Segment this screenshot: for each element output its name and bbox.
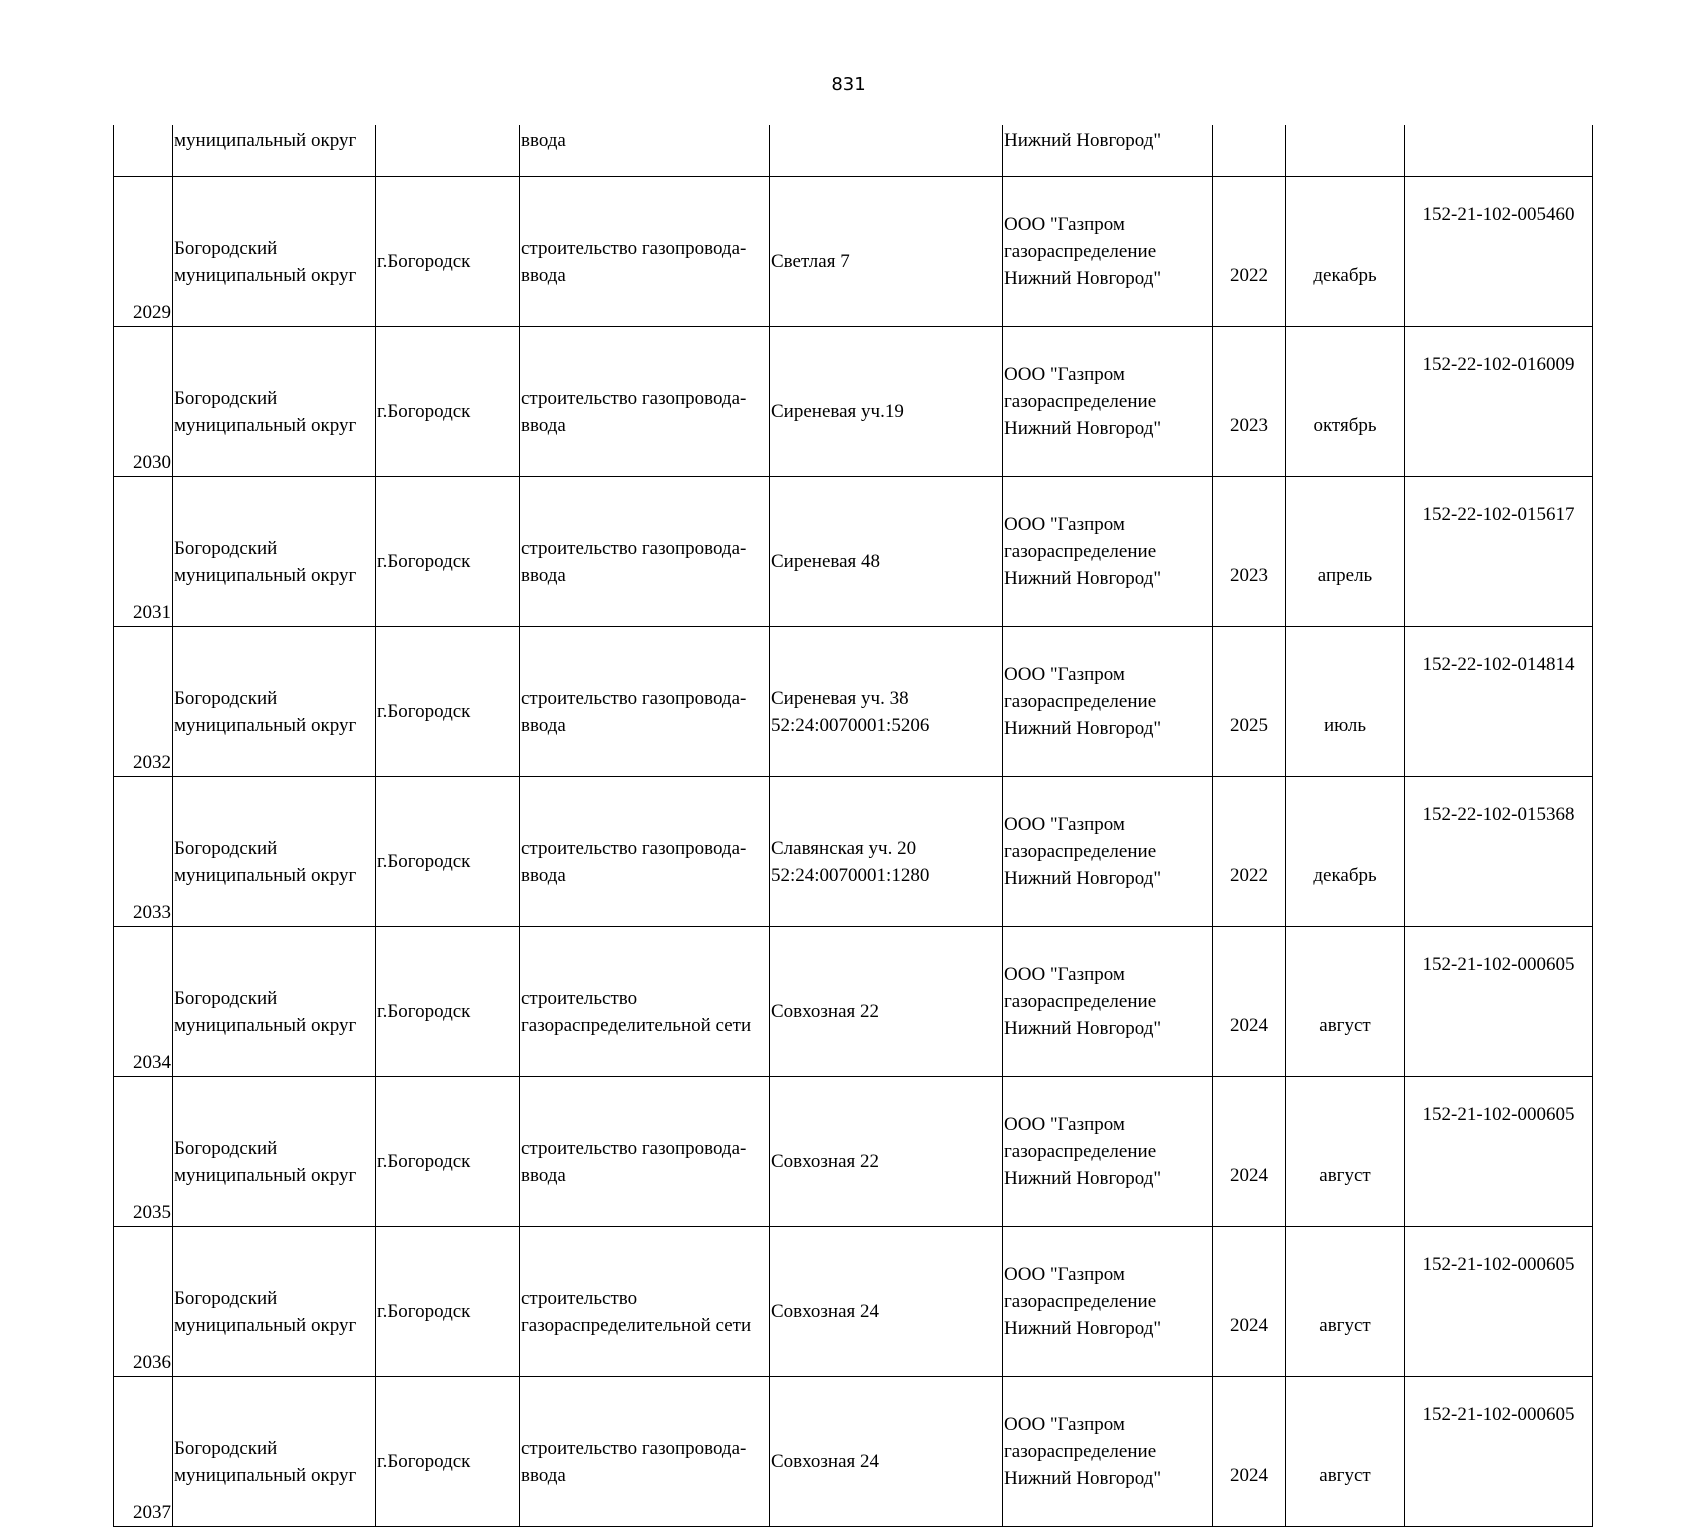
cell-city: г.Богородск	[376, 1377, 520, 1527]
table-row	[114, 927, 1593, 1077]
registry-table	[113, 125, 1593, 1527]
cell-organization: ООО "Газпром газораспределение Нижний Новгород"	[1003, 777, 1213, 927]
cell-code: 152-22-102-015617	[1405, 477, 1593, 627]
cell-city: г.Богородск	[376, 327, 520, 477]
cell-district: муниципальный округ	[173, 125, 376, 177]
cell-work-type: ввода	[520, 125, 770, 177]
cell-work-type: строительство газопровода- ввода	[520, 177, 770, 327]
cell-code: 152-21-102-000605	[1405, 1377, 1593, 1527]
cell-address: Славянская уч. 20 52:24:0070001:1280	[770, 777, 1003, 927]
cell-num: 2033	[114, 777, 173, 927]
cell-address	[770, 125, 1003, 177]
cell-organization: ООО "Газпром газораспределение Нижний Новгород"	[1003, 327, 1213, 477]
cell-year: 2024	[1213, 1077, 1286, 1227]
cell-year: 2024	[1213, 927, 1286, 1077]
cell-month: август	[1286, 1377, 1405, 1527]
table-row	[114, 177, 1593, 327]
cell-city: г.Богородск	[376, 1227, 520, 1377]
cell-organization: ООО "Газпром газораспределение Нижний Новгород"	[1003, 1077, 1213, 1227]
table-row	[114, 477, 1593, 627]
cell-district: Богородский муниципальный округ	[173, 177, 376, 327]
cell-address: Сиреневая 48	[770, 477, 1003, 627]
cell-city: г.Богородск	[376, 627, 520, 777]
cell-code: 152-22-102-014814	[1405, 627, 1593, 777]
cell-num	[114, 125, 173, 177]
cell-code	[1405, 125, 1593, 177]
cell-num: 2032	[114, 627, 173, 777]
cell-district: Богородский муниципальный округ	[173, 1077, 376, 1227]
cell-num: 2034	[114, 927, 173, 1077]
cell-work-type: строительство газопровода- ввода	[520, 1377, 770, 1527]
cell-code: 152-22-102-015368	[1405, 777, 1593, 927]
cell-year	[1213, 125, 1286, 177]
table-row	[114, 627, 1593, 777]
cell-city: г.Богородск	[376, 1077, 520, 1227]
cell-organization: ООО "Газпром газораспределение Нижний Новгород"	[1003, 177, 1213, 327]
cell-address: Совхозная 24	[770, 1377, 1003, 1527]
cell-work-type: строительство газопровода- ввода	[520, 477, 770, 627]
table-row	[114, 1377, 1593, 1527]
cell-organization: ООО "Газпром газораспределение Нижний Новгород"	[1003, 477, 1213, 627]
cell-district: Богородский муниципальный округ	[173, 1377, 376, 1527]
cell-month: октябрь	[1286, 327, 1405, 477]
cell-district: Богородский муниципальный округ	[173, 627, 376, 777]
cell-year: 2023	[1213, 327, 1286, 477]
cell-address: Сиреневая уч. 38 52:24:0070001:5206	[770, 627, 1003, 777]
table-row	[114, 1227, 1593, 1377]
cell-address: Совхозная 24	[770, 1227, 1003, 1377]
cell-year: 2022	[1213, 777, 1286, 927]
table-row	[114, 777, 1593, 927]
cell-address: Сиреневая уч.19	[770, 327, 1003, 477]
cell-organization: Нижний Новгород"	[1003, 125, 1213, 177]
cell-month	[1286, 125, 1405, 177]
cell-num: 2036	[114, 1227, 173, 1377]
cell-code: 152-22-102-016009	[1405, 327, 1593, 477]
cell-month: июль	[1286, 627, 1405, 777]
cell-work-type: строительство газопровода- ввода	[520, 777, 770, 927]
page-number: 831	[831, 74, 866, 95]
cell-address: Совхозная 22	[770, 1077, 1003, 1227]
cell-code: 152-21-102-000605	[1405, 1077, 1593, 1227]
cell-city: г.Богородск	[376, 177, 520, 327]
cell-city: г.Богородск	[376, 927, 520, 1077]
cell-city: г.Богородск	[376, 477, 520, 627]
cell-code: 152-21-102-000605	[1405, 927, 1593, 1077]
cell-district: Богородский муниципальный округ	[173, 1227, 376, 1377]
table-row	[114, 327, 1593, 477]
cell-num: 2030	[114, 327, 173, 477]
cell-year: 2024	[1213, 1377, 1286, 1527]
cell-code: 152-21-102-005460	[1405, 177, 1593, 327]
cell-organization: ООО "Газпром газораспределение Нижний Новгород"	[1003, 627, 1213, 777]
cell-num: 2029	[114, 177, 173, 327]
cell-district: Богородский муниципальный округ	[173, 477, 376, 627]
cell-code: 152-21-102-000605	[1405, 1227, 1593, 1377]
cell-month: декабрь	[1286, 177, 1405, 327]
table-row	[114, 1077, 1593, 1227]
cell-district: Богородский муниципальный округ	[173, 327, 376, 477]
cell-city: г.Богородск	[376, 777, 520, 927]
cell-organization: ООО "Газпром газораспределение Нижний Новгород"	[1003, 1227, 1213, 1377]
cell-address: Светлая 7	[770, 177, 1003, 327]
table-row-continuation	[114, 125, 1593, 177]
cell-work-type: строительство газопровода- ввода	[520, 627, 770, 777]
cell-district: Богородский муниципальный округ	[173, 927, 376, 1077]
cell-num: 2031	[114, 477, 173, 627]
cell-work-type: строительство газораспределительной сети	[520, 927, 770, 1077]
cell-year: 2024	[1213, 1227, 1286, 1377]
cell-district: Богородский муниципальный округ	[173, 777, 376, 927]
cell-work-type: строительство газопровода- ввода	[520, 327, 770, 477]
cell-year: 2023	[1213, 477, 1286, 627]
cell-month: август	[1286, 1227, 1405, 1377]
cell-year: 2022	[1213, 177, 1286, 327]
cell-organization: ООО "Газпром газораспределение Нижний Новгород"	[1003, 1377, 1213, 1527]
cell-work-type: строительство газопровода- ввода	[520, 1077, 770, 1227]
cell-month: декабрь	[1286, 777, 1405, 927]
cell-month: август	[1286, 1077, 1405, 1227]
cell-month: апрель	[1286, 477, 1405, 627]
cell-city	[376, 125, 520, 177]
cell-month: август	[1286, 927, 1405, 1077]
cell-num: 2035	[114, 1077, 173, 1227]
cell-work-type: строительство газораспределительной сети	[520, 1227, 770, 1377]
cell-year: 2025	[1213, 627, 1286, 777]
cell-organization: ООО "Газпром газораспределение Нижний Новгород"	[1003, 927, 1213, 1077]
cell-address: Совхозная 22	[770, 927, 1003, 1077]
cell-num: 2037	[114, 1377, 173, 1527]
